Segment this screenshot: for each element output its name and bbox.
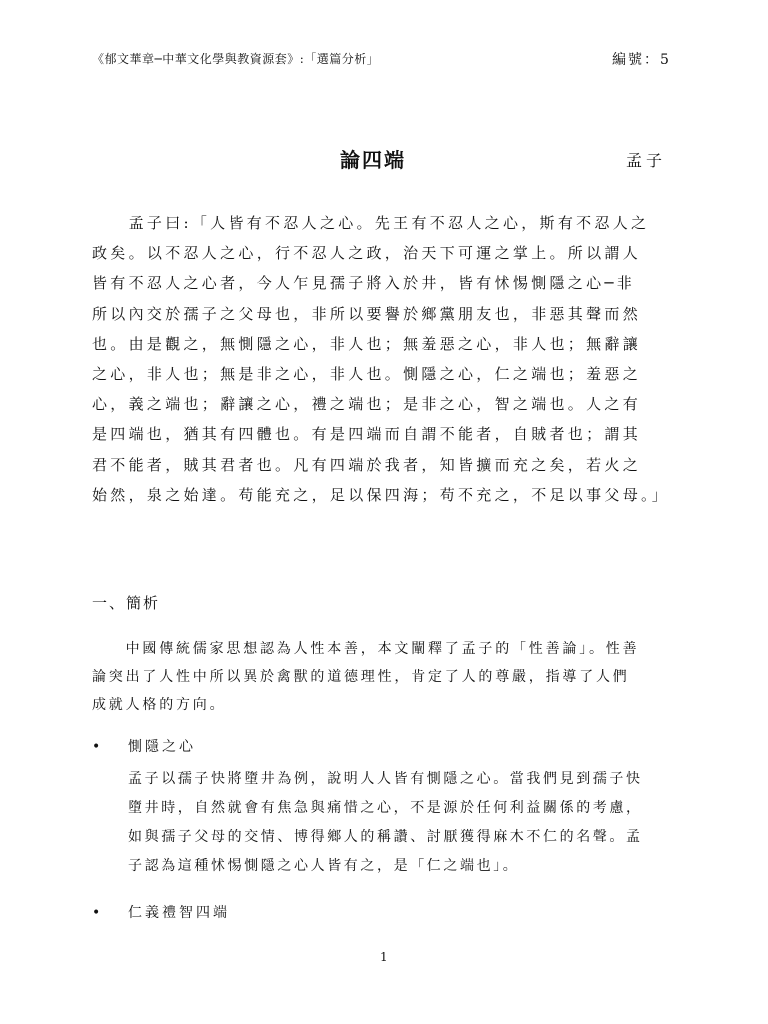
bullet-label: 仁義禮智四端 [128, 905, 230, 921]
main-text-paragraph [92, 208, 678, 510]
bullet-paragraph-line: 子認為這種怵惕惻隱之心人皆有之，是「仁之端也」。 [128, 858, 520, 874]
bullet-item-compassion [92, 736, 196, 756]
analysis-intro-line: 成就人格的方向。 [92, 697, 227, 713]
section-heading-analysis: 一、簡析 [92, 594, 161, 612]
analysis-intro-line: 論突出了人性中所以異於禽獸的道德理性，肯定了人的尊嚴，指導了人們 [92, 669, 630, 685]
bullet-marker: • [92, 905, 104, 921]
main-text-line: 是四端也，猶其有四體也。有是四端而自謂不能者，自賊者也；謂其 [92, 425, 642, 444]
main-text-line: 君不能者，賊其君者也。凡有四端於我者，知皆擴而充之矣，若火之 [92, 455, 642, 474]
main-text-line: 也。由是觀之，無惻隱之心，非人也；無羞惡之心，非人也；無辭讓 [92, 334, 642, 353]
header-series-title: 《郁文華章─中華文化學與教資源套》:「選篇分析」 [92, 52, 380, 66]
bullet-paragraph-line: 墮井時，自然就會有焦急與痛惜之心，不是源於任何利益關係的考慮， [128, 800, 643, 816]
main-text-line: 孟子曰:「人皆有不忍人之心。先王有不忍人之心，斯有不忍人之 [92, 214, 650, 232]
bullet-marker: • [92, 739, 104, 755]
bullet-paragraph-compassion [128, 765, 643, 881]
bullet-item-four-sprouts [92, 902, 230, 922]
page-title: 論四端 [340, 148, 406, 172]
header-document-number: 編號：5 [612, 52, 671, 68]
main-text-line: 皆有不忍人之心者，今人乍見孺子將入於井，皆有怵惕惻隱之心─非 [92, 274, 636, 293]
main-text-line: 心，義之端也；辭讓之心，禮之端也；是非之心，智之端也。人之有 [92, 395, 642, 414]
author-name: 孟子 [626, 151, 667, 170]
bullet-paragraph-line: 孟子以孺子快將墮井為例，說明人人皆有惻隱之心。當我們見到孺子快 [128, 771, 643, 787]
bullet-paragraph-line: 如與孺子父母的交情、博得鄉人的稱讚、討厭獲得麻木不仁的名聲。孟 [128, 829, 643, 845]
analysis-intro-paragraph [92, 635, 678, 719]
main-text-line: 之心，非人也；無是非之心，非人也。惻隱之心，仁之端也；羞惡之 [92, 365, 642, 384]
page-number: 1 [380, 950, 388, 964]
analysis-intro-line: 中國傳統儒家思想認為人性本善，本文闡釋了孟子的「性善論」。性善 [92, 641, 640, 657]
main-text-line: 政矣。以不忍人之心，行不忍人之政，治天下可運之掌上。所以謂人 [92, 244, 642, 263]
main-text-line: 所以內交於孺子之父母也，非所以要譽於鄉黨朋友也，非惡其聲而然 [92, 304, 642, 323]
main-text-line: 始然，泉之始達。苟能充之，足以保四海；苟不充之，不足以事父母。」 [92, 485, 671, 504]
bullet-label: 惻隱之心 [128, 739, 196, 755]
